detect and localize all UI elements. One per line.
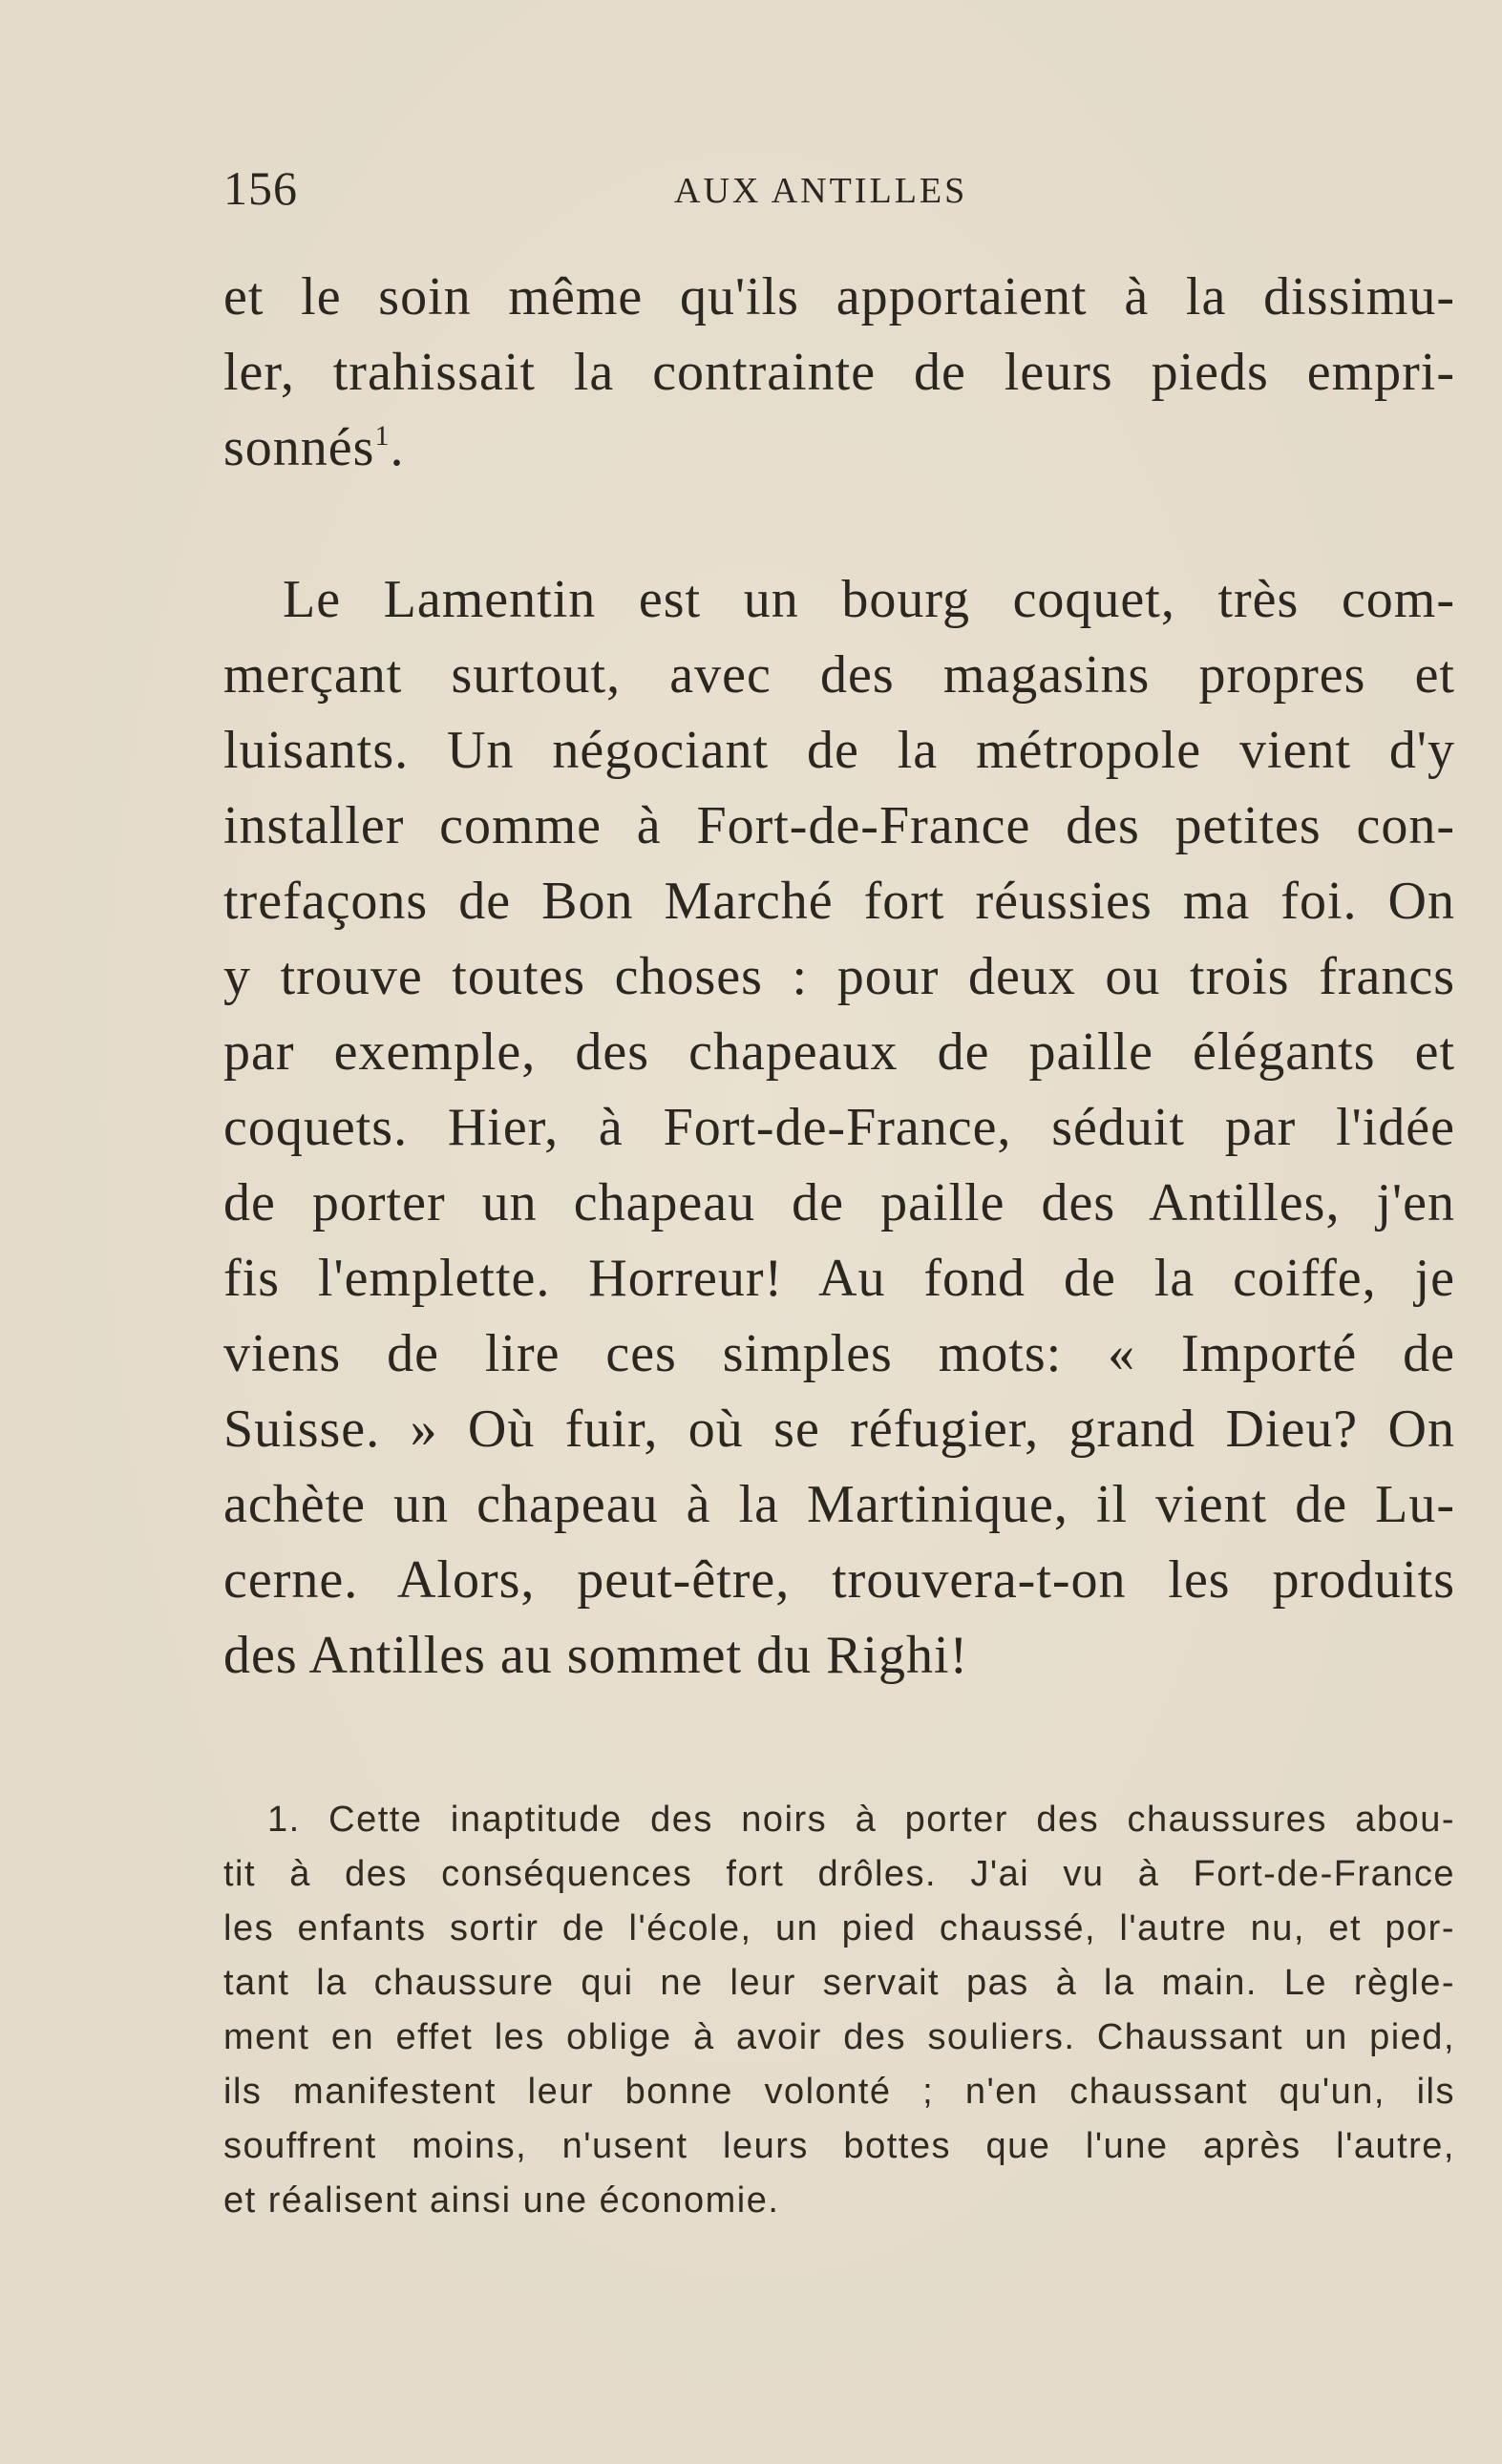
text-line: merçant surtout, avec des magasins propres et [223,645,1455,705]
text-line: y trouve toutes choses : pour deux ou trois francs [223,947,1455,1006]
footnote-line: les enfants sortir de l'école, un pied chaussé, l'autre nu, et por- [223,1908,1455,1948]
text-line: trefaçons de Bon Marché fort réussies ma foi. On [223,872,1455,931]
text-line: et le soin même qu'ils apportaient à la dissimu- [223,267,1455,326]
text-line: ler, trahissait la contrainte de leurs pieds empri- [223,343,1455,402]
footnote-reference: 1 [374,420,391,452]
text-line: installer comme à Fort-de-France des petites con- [223,796,1455,855]
footnote-line: et réalisent ainsi une économie. [223,2180,780,2221]
text-line: fis l'emplette. Horreur! Au fond de la coiffe, je [223,1249,1455,1308]
text-line: Suisse. » Où fuir, où se réfugier, grand Dieu? On [223,1400,1455,1459]
page-number: 156 [223,161,298,215]
text-line: de porter un chapeau de paille des Antilles, j'en [223,1173,1455,1232]
footnote-line: tant la chaussure qui ne leur servait pas à la main. Le règle- [223,1963,1455,2003]
footnote-line: 1. Cette inaptitude des noirs à porter des chaussures abou- [267,1800,1455,1840]
footnote-line: souffrent moins, n'usent leurs bottes que l'une après l'autre, [223,2126,1455,2166]
text-fragment: . [390,418,405,477]
text-line: achète un chapeau à la Martinique, il vient de Lu- [223,1475,1455,1534]
footnote-line: ils manifestent leur bonne volonté ; n'en chaussant qu'un, ils [223,2072,1455,2112]
footnote-line: ment en effet les oblige à avoir des souliers. Chaussant un pied, [223,2017,1455,2057]
text-line [223,411,1455,486]
text-line: luisants. Un négociant de la métropole vient d'y [223,721,1455,780]
text-line: Le Lamentin est un bourg coquet, très com- [283,570,1455,629]
text-line: par exemple, des chapeaux de paille élégants et [223,1022,1455,1082]
text-line: coquets. Hier, à Fort-de-France, séduit par l'idée [223,1098,1455,1157]
footnote-line: tit à des conséquences fort drôles. J'ai vu à Fort-de-France [223,1854,1455,1894]
page-header [223,160,1455,218]
running-title: AUX ANTILLES [674,171,968,211]
text-line: cerne. Alors, peut-être, trouvera-t-on les produits [223,1550,1455,1610]
paragraph-gap [223,486,1455,562]
footnote [223,1793,1455,2228]
main-text [223,260,1455,1694]
text-line: des Antilles au sommet du Righi! [223,1626,969,1685]
text-line: viens de lire ces simples mots: « Importé de [223,1324,1455,1383]
text-fragment: sonnés [223,418,375,477]
